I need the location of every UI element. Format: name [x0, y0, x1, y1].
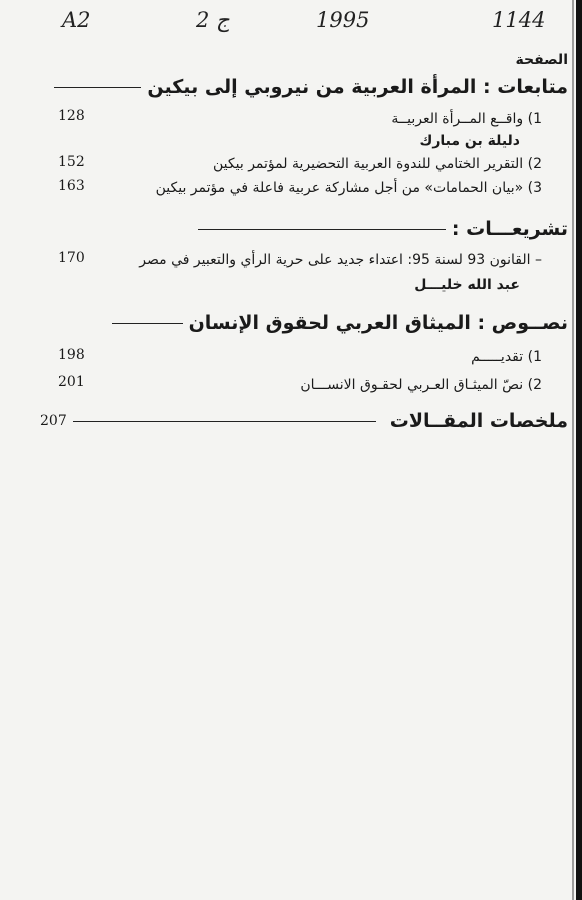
toc-entry	[48, 252, 542, 268]
heading-rule	[112, 323, 183, 324]
entry-page-number: 128	[58, 108, 85, 124]
heading-rule	[198, 229, 446, 230]
toc-entry	[48, 377, 542, 393]
section-heading-follow-ups	[48, 76, 568, 98]
heading-rule	[73, 421, 376, 422]
author-name: عبد الله خليـــل	[414, 277, 520, 293]
entry-title: 3) «بيان الحمامات» من أجل مشاركة عربية فاعلة في مؤتمر بيكين	[155, 180, 542, 196]
author-name: دليلة بن مبارك	[419, 133, 520, 149]
entry-author	[48, 133, 520, 149]
toc-entry	[48, 156, 542, 172]
section-title: تشريعـــات :	[451, 218, 568, 240]
heading-rule	[54, 87, 141, 88]
section-heading-abstracts	[40, 410, 568, 432]
section-title: نصــوص : الميثاق العربي لحقوق الإنسان	[188, 312, 568, 334]
toc-entry	[48, 349, 542, 365]
entry-page-number: 170	[58, 250, 85, 266]
entry-title: 2) نصّ الميثـاق العـربي لحقـوق الانســـان	[300, 377, 542, 393]
entry-title: 1) تقديـــــم	[471, 349, 542, 365]
handwritten-note-number: 1144	[492, 8, 546, 32]
entry-page-number: 198	[58, 347, 85, 363]
section-heading-legislation	[48, 218, 568, 240]
entry-page-number: 152	[58, 154, 85, 170]
section-title: متابعات : المرأة العربية من نيروبي إلى بيكين	[147, 76, 568, 98]
section-title: ملخصات المقــالات	[389, 410, 568, 432]
toc-entry	[48, 111, 542, 127]
handwritten-note-b: 2 ج	[196, 8, 230, 32]
handwritten-note-year: 1995	[316, 8, 370, 32]
entry-title: 1) واقــع المــرأة العربيــة	[391, 111, 542, 127]
section-page-number: 207	[40, 413, 67, 429]
entry-author	[48, 277, 520, 293]
entry-page-number: 163	[58, 178, 85, 194]
entry-title: – القانون 93 لسنة 95: اعتداء جديد على حرية الرأي والتعبير في مصر	[139, 252, 542, 268]
handwritten-note-a: A2	[62, 8, 91, 32]
section-heading-texts	[48, 312, 568, 334]
page-column-label: الصفحة	[515, 52, 568, 68]
entry-page-number: 201	[58, 374, 85, 390]
entry-title: 2) التقرير الختامي للندوة العربية التحضيرية لمؤتمر بيكين	[213, 156, 542, 172]
toc-entry	[48, 180, 542, 196]
